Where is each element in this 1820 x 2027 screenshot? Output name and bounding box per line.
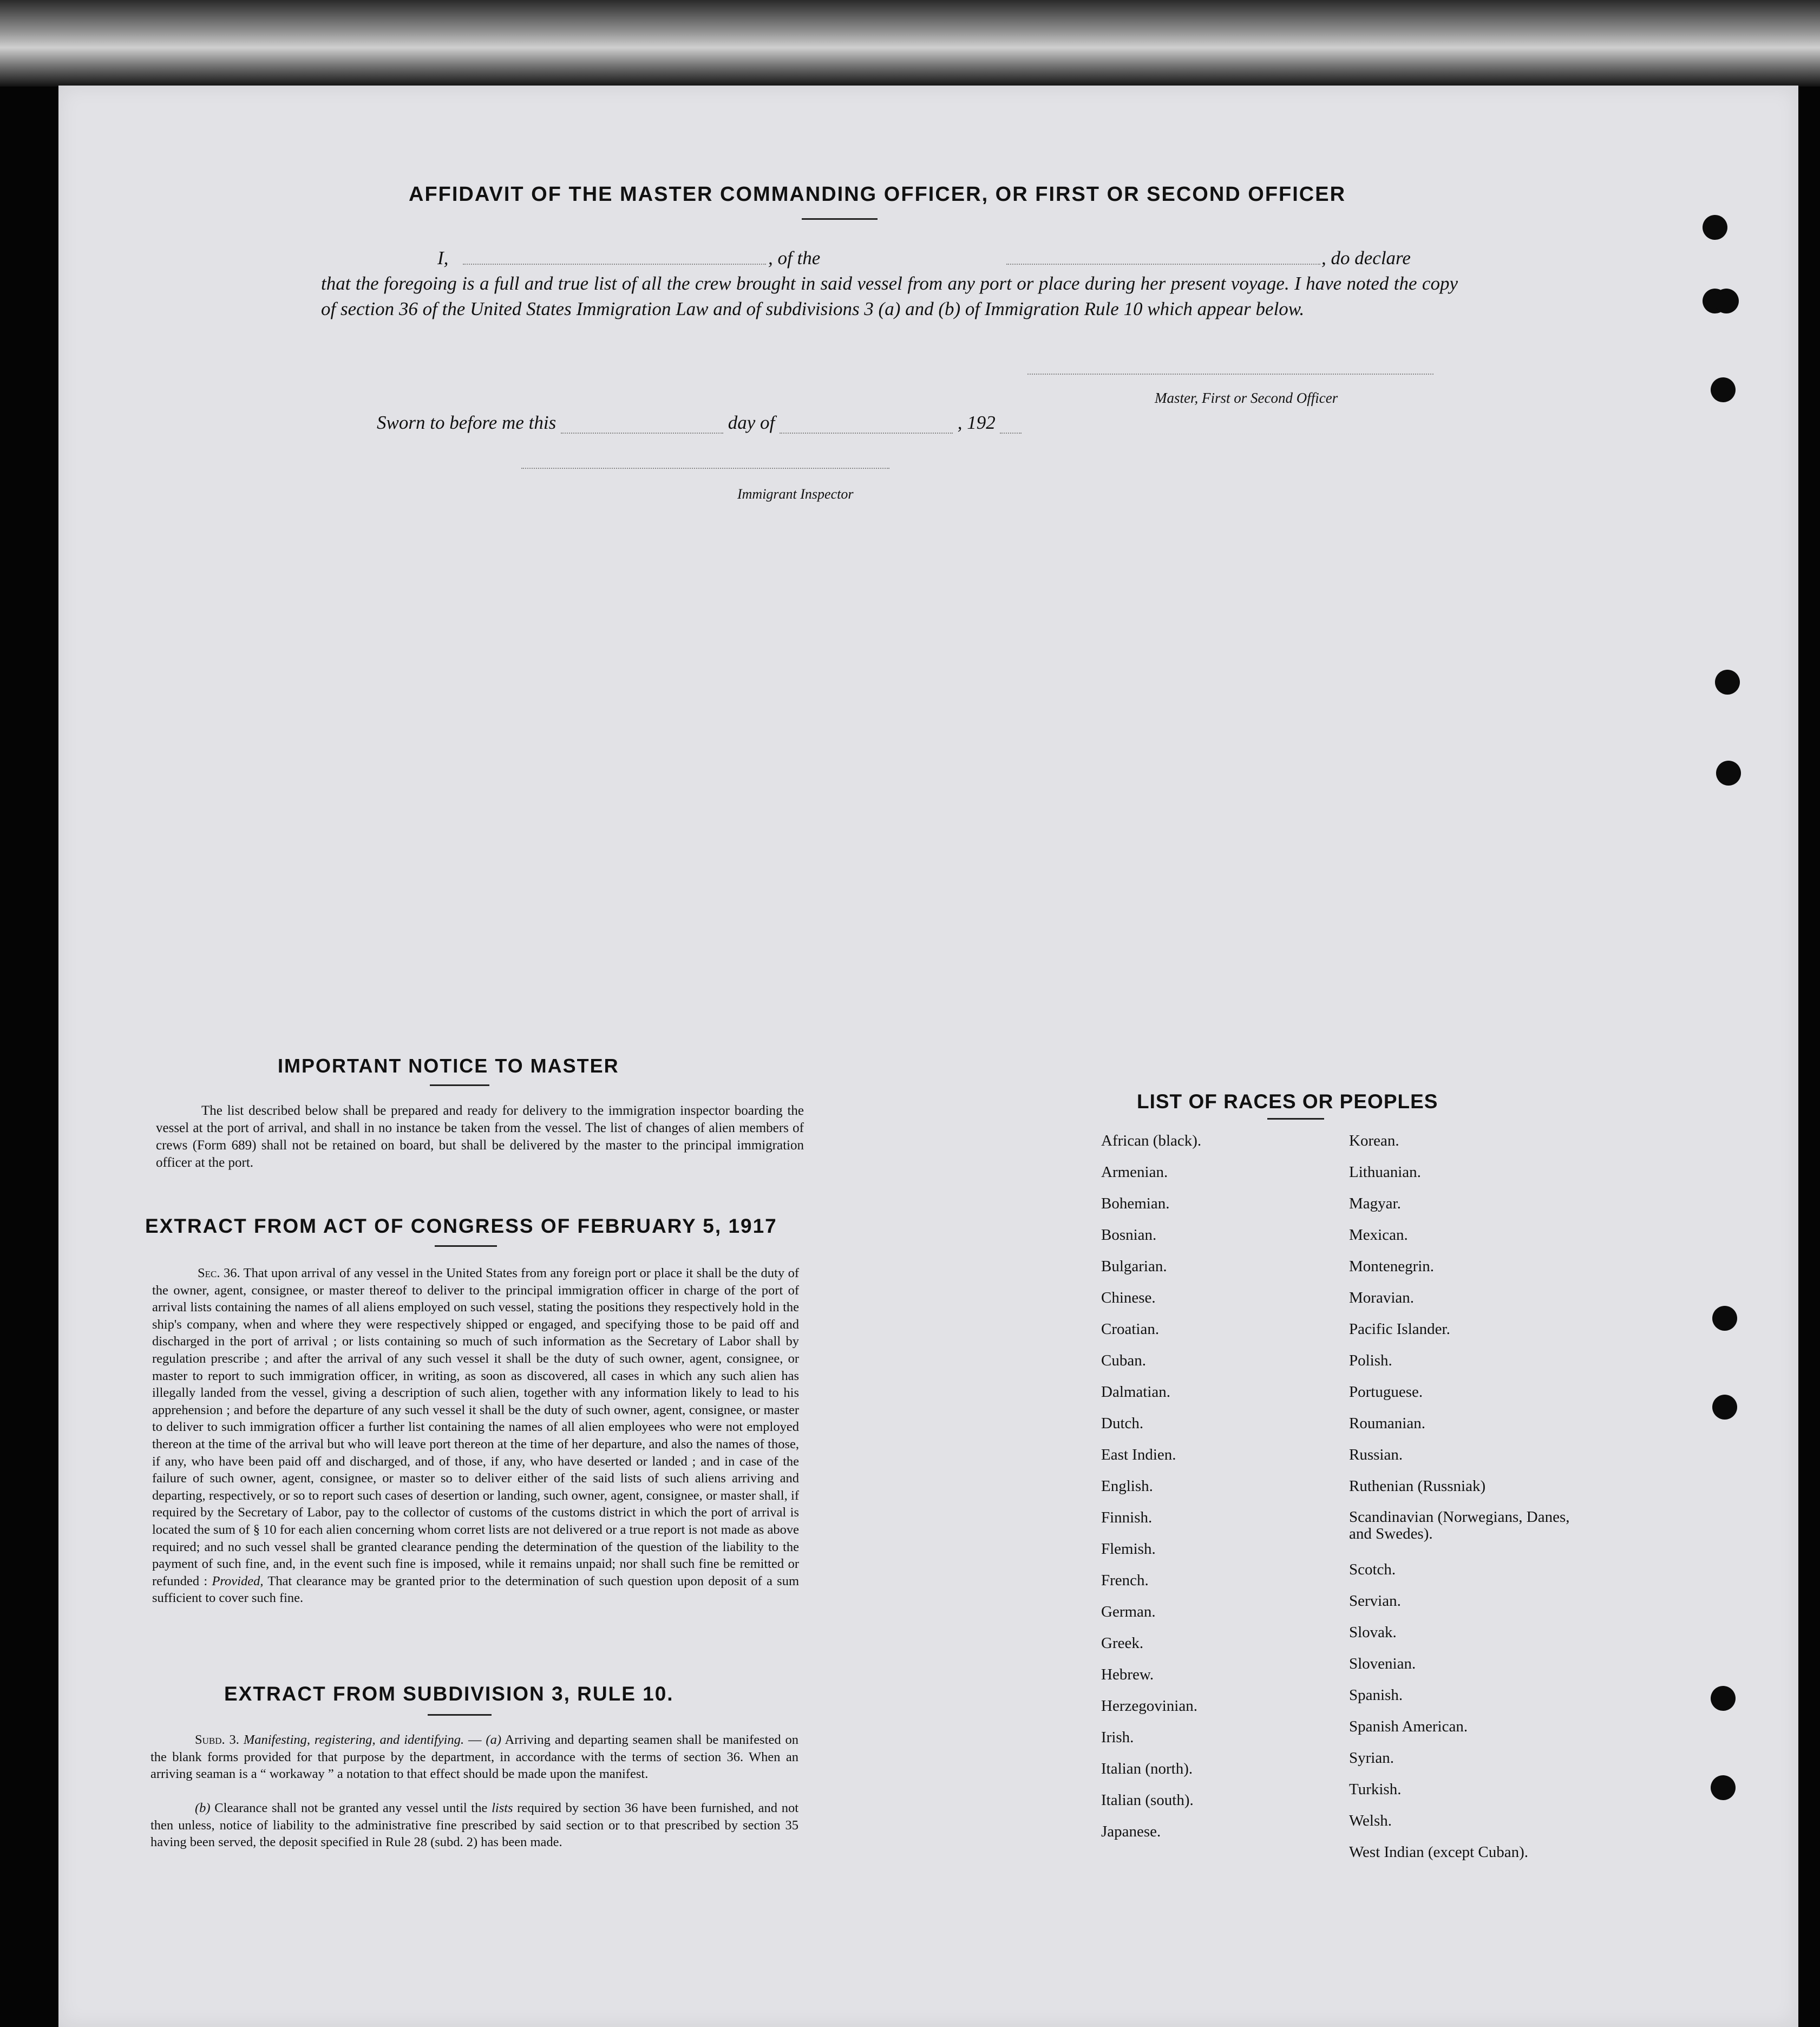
extract-act-rule — [435, 1245, 497, 1247]
race-item: Italian (north). — [1101, 1760, 1193, 1777]
subd-label: Subd. 3. — [195, 1732, 239, 1747]
vessel-name-blank — [1006, 245, 1320, 265]
sworn-line — [377, 412, 1022, 434]
extract-rule-heading: EXTRACT FROM SUBDIVISION 3, RULE 10. — [224, 1683, 674, 1705]
races-heading: LIST OF RACES OR PEOPLES — [1137, 1090, 1438, 1113]
inspector-signature-line — [521, 468, 889, 469]
races-heading-rule — [1267, 1118, 1324, 1120]
race-item: Finnish. — [1101, 1509, 1153, 1526]
race-item: African (black). — [1101, 1132, 1202, 1149]
race-item: Moravian. — [1349, 1289, 1414, 1306]
officer-name-blank — [463, 245, 766, 265]
race-item: Bosnian. — [1101, 1226, 1157, 1244]
affidavit-first-line — [321, 245, 1458, 271]
subd-b-text-2: required by section 36 have been furnished, and not then unless, notice of liability to the administrative fine prescribed by said section or to that prescribed by section 35 having been served, the deposit specified in Rule 28 (subd. 2) has been made. — [150, 1801, 798, 1849]
sworn-month-blank — [780, 416, 953, 434]
race-item: Italian (south). — [1101, 1791, 1194, 1809]
race-item: Dalmatian. — [1101, 1383, 1171, 1401]
sworn-year-blank — [1000, 416, 1022, 434]
inspector-signature-label: Immigrant Inspector — [737, 486, 854, 502]
punch-hole — [1716, 761, 1741, 786]
race-item: Croatian. — [1101, 1320, 1160, 1338]
scanner-top-edge — [0, 0, 1820, 87]
race-item: Roumanian. — [1349, 1415, 1425, 1432]
race-item: Flemish. — [1101, 1540, 1156, 1558]
subdivision-3b-text — [150, 1800, 798, 1851]
punch-hole — [1712, 1306, 1737, 1331]
punch-hole — [1711, 1775, 1736, 1800]
race-item: Syrian. — [1349, 1749, 1394, 1767]
race-item: Cuban. — [1101, 1352, 1146, 1369]
affidavit-title: AFFIDAVIT OF THE MASTER COMMANDING OFFICER, OR FIRST OR SECOND OFFICER — [409, 183, 1346, 206]
race-item: Herzegovinian. — [1101, 1697, 1197, 1715]
punch-hole — [1715, 670, 1740, 695]
race-item: Servian. — [1349, 1592, 1401, 1610]
race-item: Spanish. — [1349, 1686, 1403, 1704]
race-item: Chinese. — [1101, 1289, 1156, 1306]
affidavit-text — [321, 245, 1458, 322]
sworn-text-a: Sworn to before me this — [377, 412, 557, 433]
section-36-body: That upon arrival of any vessel in the United States from any foreign port or place it shall be the duty of the owner, agent, consignee, or master thereof to deliver to the principal immigration officer in charge of the port of arrival lists containing the names of all aliens employed on such vessel, stating the positions they respectively hold in the ship's company, when and where they were respectively shipped or engaged, and specifying those to be paid off and discharged in the port of arrival ; or lists containing so much of such information as the Secretary of Labor shall by regulation prescribe ; and after the arrival of any such vessel it shall be the duty of such owner, agent, consignee, or master to report to such immigration officer, in writing, as soon as discovered, all cases in which any such alien has illegally landed from the vessel, giving a description of such alien, together with any information likely to lead to his apprehension ; and before the departure of any such vessel it shall be the duty of such owner, agent, consignee, or master to deliver to such immigration officer a further list containing the names of all alien employees who were not employed thereon at the time of the arrival but who will leave port thereon at the time of her departure, and also the names of those, if any, who have been paid off and discharged, and of those, if any, who have deserted or landed ; and in case of the failure of such owner, agent, consignee, or master so to deliver either of the said lists of such aliens arriving and departing, respectively, or so to report such cases of desertion or landing, such owner, agent, consignee, or master shall, if required by the Secretary of Labor, pay to the collector of customs of the customs district in which the port of arrival is located the sum of § 10 for each alien concerning whom corret lists are not delivered or a true report is not made as above required; and no such vessel shall be granted clearance pending the determination of the question of the liability to the payment of such fine, and, in the event such fine is imposed, while it remains unpaid; nor shall such fine be remitted or refunded : — [152, 1266, 799, 1588]
master-signature-line — [1027, 374, 1433, 375]
punch-hole — [1712, 1395, 1737, 1420]
race-item: Ruthenian (Russniak) — [1349, 1477, 1486, 1495]
master-signature-label: Master, First or Second Officer — [1155, 390, 1338, 406]
race-item: Bohemian. — [1101, 1195, 1170, 1212]
notice-text: The list described below shall be prepared and ready for delivery to the immigration inspector boarding the vessel at the port of arrival, and shall in no instance be taken from the vessel. The list of changes of alien members of crews (Form 689) shall not be retained on board, but shall be delivered by the master to the principal immigration officer at the port. — [156, 1103, 804, 1170]
race-item: Korean. — [1349, 1132, 1399, 1149]
subd-dash: — — [464, 1732, 486, 1747]
race-item: English. — [1101, 1477, 1153, 1495]
subd-a-text: Arriving and departing seamen shall be manifested on the blank forms provided for that purpose by the department, in accordance with the terms of section 36. When an arriving seaman is a “ workaway ” a notation to that effect should be made upon the manifest. — [150, 1732, 798, 1781]
subd-b-lists: lists — [492, 1801, 513, 1815]
race-item: Scandinavian (Norwegians, Danes, and Swedes). — [1349, 1508, 1570, 1542]
race-item: Magyar. — [1349, 1195, 1401, 1212]
race-item: Dutch. — [1101, 1415, 1144, 1432]
race-item: French. — [1101, 1572, 1149, 1589]
subdivision-3a-text — [150, 1731, 798, 1783]
race-item: Japanese. — [1101, 1823, 1161, 1840]
punch-hole — [1711, 1686, 1736, 1711]
affidavit-declare: , do declare — [1321, 247, 1411, 269]
section-36-text — [152, 1265, 799, 1607]
race-item: Greek. — [1101, 1634, 1144, 1652]
race-item: German. — [1101, 1603, 1156, 1620]
race-item: Montenegrin. — [1349, 1258, 1435, 1275]
subd-b-label: (b) — [195, 1801, 211, 1815]
extract-rule-rule — [428, 1714, 492, 1716]
race-item: Spanish American. — [1349, 1718, 1468, 1735]
race-item: Lithuanian. — [1349, 1163, 1421, 1181]
race-item: Slovak. — [1349, 1624, 1397, 1641]
subd-a-label: (a) — [486, 1732, 501, 1747]
race-item: Irish. — [1101, 1729, 1134, 1746]
race-item: Scotch. — [1349, 1561, 1396, 1578]
subd-b-text-1: Clearance shall not be granted any vessel until the — [210, 1801, 492, 1815]
race-item: Bulgarian. — [1101, 1258, 1167, 1275]
punch-hole — [1711, 377, 1736, 402]
section-label: Sec. 36. — [198, 1266, 240, 1280]
race-item: West Indian (except Cuban). — [1349, 1843, 1529, 1861]
race-item: Slovenian. — [1349, 1655, 1416, 1672]
race-item: Hebrew. — [1101, 1666, 1154, 1683]
notice-heading-rule — [430, 1084, 489, 1086]
affidavit-i: I, — [437, 247, 449, 269]
section-36-tail: That clearance may be granted prior to the determination of such question upon deposit of a sum sufficient to cover such fine. — [152, 1573, 800, 1606]
extract-act-heading: EXTRACT FROM ACT OF CONGRESS OF FEBRUARY 5, 1917 — [145, 1215, 777, 1237]
race-item: East Indien. — [1101, 1446, 1176, 1463]
sworn-text-b: day of — [728, 412, 775, 433]
race-item: Russian. — [1349, 1446, 1403, 1463]
affidavit-title-rule — [802, 218, 878, 220]
notice-heading: IMPORTANT NOTICE TO MASTER — [278, 1055, 619, 1077]
races-left-column — [1101, 1125, 1334, 1847]
sworn-text-c: , 192 — [957, 412, 996, 433]
race-item: Turkish. — [1349, 1781, 1402, 1798]
subd-title: Manifesting, registering, and identifying. — [243, 1732, 464, 1747]
punch-hole — [1703, 215, 1727, 240]
race-item: Mexican. — [1349, 1226, 1408, 1244]
races-right-column — [1349, 1125, 1582, 1868]
affidavit-body: that the foregoing is a full and true list of all the crew brought in said vessel from any port or place during her present voyage. I have noted the copy of section 36 of the United States Immigration Law and of subdivisions 3 (a) and (b) of Immigration Rule 10 which appear below. — [321, 273, 1458, 319]
affidavit-of-the: , of the — [768, 247, 821, 269]
race-item: Portuguese. — [1349, 1383, 1423, 1401]
race-item: Welsh. — [1349, 1812, 1392, 1829]
race-item: Pacific Islander. — [1349, 1320, 1450, 1338]
sworn-day-blank — [561, 416, 723, 434]
provided-word: Provided, — [212, 1573, 264, 1588]
punch-hole — [1714, 289, 1739, 313]
race-item: Armenian. — [1101, 1163, 1168, 1181]
document-page — [58, 86, 1798, 2027]
race-item: Polish. — [1349, 1352, 1392, 1369]
